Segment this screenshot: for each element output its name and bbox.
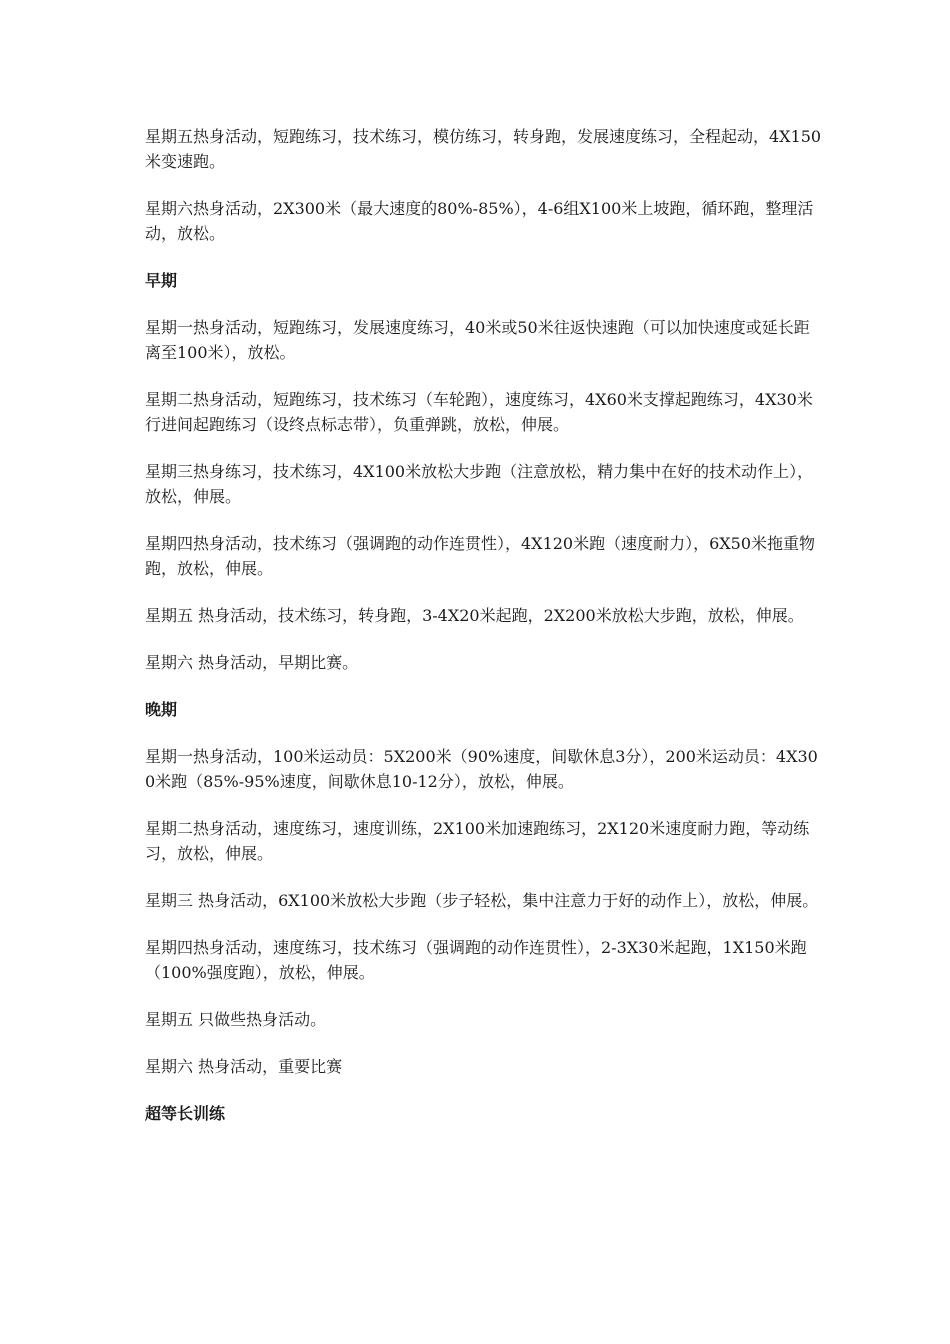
paragraph-late-tuesday: 星期二热身活动，速度练习，速度训练，2X100米加速跑练习，2X120米速度耐力跑，等动练习，放松，伸展。	[145, 819, 810, 863]
paragraph-saturday-1: 星期六热身活动，2X300米（最大速度的80%-85%），4-6组X100米上坡跑，循环跑，整理活动，放松。	[145, 199, 814, 243]
paragraph-early-thursday: 星期四热身活动，技术练习（强调跑的动作连贯性），4X120米跑（速度耐力），6X50米拖重物跑，放松，伸展。	[145, 534, 816, 578]
paragraph-early-saturday: 星期六 热身活动，早期比赛。	[145, 653, 359, 672]
section-heading-plyometric: 超等长训练	[145, 1104, 226, 1123]
paragraph-late-thursday: 星期四热身活动，速度练习，技术练习（强调跑的动作连贯性），2-3X30米起跑，1X150米跑（100%强度跑），放松，伸展。	[145, 938, 807, 982]
paragraph-late-wednesday: 星期三 热身活动，6X100米放松大步跑（步子轻松，集中注意力于好的动作上），放松，伸展。	[145, 891, 819, 910]
paragraph-late-monday: 星期一热身活动，100米运动员：5X200米（90%速度，间歇休息3分），200米运动员：4X300米跑（85%-95%速度，间歇休息10-12分），放松，伸展。	[145, 747, 818, 791]
paragraph-friday-1: 星期五热身活动，短跑练习，技术练习，模仿练习，转身跑，发展速度练习，全程起动，4X150米变速跑。	[145, 127, 822, 171]
paragraph-early-wednesday: 星期三热身练习，技术练习，4X100米放松大步跑（注意放松，精力集中在好的技术动作上），放松，伸展。	[145, 462, 814, 506]
paragraph-early-monday: 星期一热身活动，短跑练习，发展速度练习，40米或50米往返快速跑（可以加快速度或延长距离至100米），放松。	[145, 318, 810, 362]
document-body	[145, 124, 825, 1148]
paragraph-early-friday: 星期五 热身活动，技术练习，转身跑，3-4X20米起跑，2X200米放松大步跑，放松，伸展。	[145, 606, 804, 625]
paragraph-late-friday: 星期五 只做些热身活动。	[145, 1010, 327, 1029]
paragraph-early-tuesday: 星期二热身活动，短跑练习，技术练习（车轮跑），速度练习，4X60米支撑起跑练习，4X30米行进间起跑练习（设终点标志带），负重弹跳，放松，伸展。	[145, 390, 813, 434]
section-heading-early: 早期	[145, 271, 178, 290]
section-heading-late: 晚期	[145, 700, 178, 719]
paragraph-late-saturday: 星期六 热身活动，重要比赛	[145, 1057, 343, 1076]
